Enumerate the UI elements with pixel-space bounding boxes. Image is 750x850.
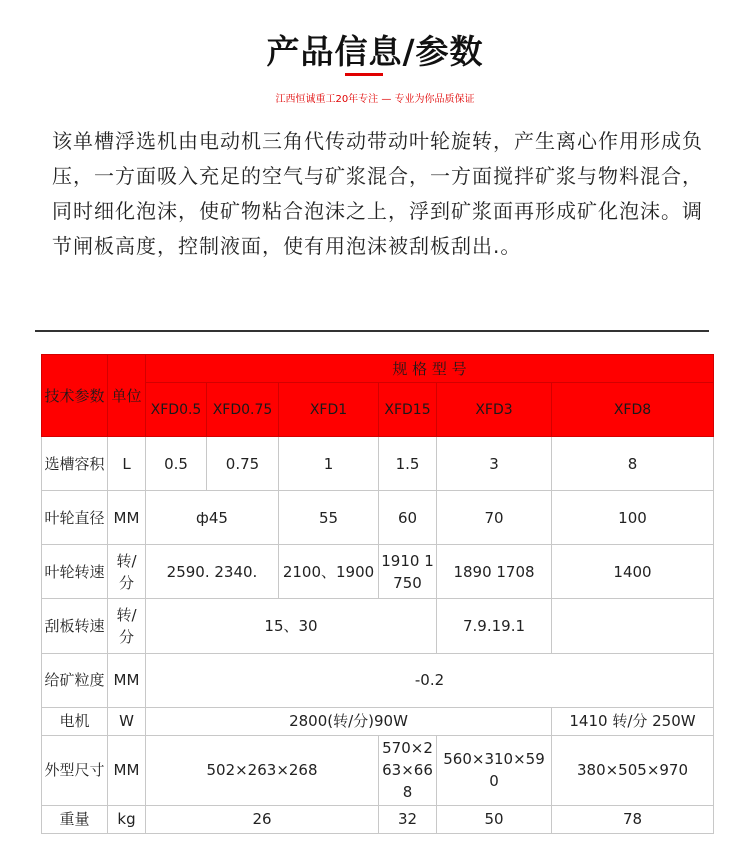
row-unit: kg [108, 805, 146, 833]
value-cell: 1 [279, 437, 379, 491]
value-cell: 100 [552, 491, 714, 545]
unit-header: 单位 [108, 355, 146, 437]
table-row [42, 707, 714, 735]
product-description: 该单槽浮选机由电动机三角代传动带动叶轮旋转，产生离心作用形成负压，一方面吸入充足的空气与矿浆混合，一方面搅拌矿浆与物料混合，同时细化泡沫，使矿物粘合泡沫之上，浮到矿浆面再形成矿化泡沫。调节闸板高度，控制液面，使有用泡沫被刮板刮出.。 [52, 129, 703, 258]
value-cell: 7.9.19.1 [437, 599, 552, 653]
value-cell: 78 [552, 805, 714, 833]
value-cell: 55 [279, 491, 379, 545]
model-cell: XFD8 [552, 383, 714, 437]
row-unit: L [108, 437, 146, 491]
value-cell [552, 599, 714, 653]
value-cell: ф45 [146, 491, 279, 545]
param-header: 技术参数 [42, 355, 108, 437]
table-row [42, 599, 714, 653]
value-cell: 2800(转/分)90W [146, 707, 552, 735]
model-cell: XFD15 [379, 383, 437, 437]
table-row [42, 491, 714, 545]
value-cell: 50 [437, 805, 552, 833]
section-divider [35, 330, 709, 332]
table-row [42, 805, 714, 833]
model-cell: XFD0.5 [146, 383, 207, 437]
value-cell: 2100、1900 [279, 545, 379, 599]
value-cell: 380×505×970 [552, 735, 714, 805]
slogan: 江西恒诚重工20年专注 — 专业为你品质保证 [275, 94, 475, 105]
model-cell: XFD0.75 [207, 383, 279, 437]
row-label: 刮板转速 [42, 599, 108, 653]
row-label: 叶轮转速 [42, 545, 108, 599]
spec-table [41, 354, 714, 834]
value-cell: 32 [379, 805, 437, 833]
row-unit: MM [108, 491, 146, 545]
row-unit: MM [108, 653, 146, 707]
value-cell: 570×263×668 [379, 735, 437, 805]
row-label: 选槽容积 [42, 437, 108, 491]
value-cell: 60 [379, 491, 437, 545]
table-row [42, 735, 714, 805]
row-unit: MM [108, 735, 146, 805]
model-cell: XFD1 [279, 383, 379, 437]
value-cell: 2590. 2340. [146, 545, 279, 599]
value-cell: 560×310×590 [437, 735, 552, 805]
value-cell: 70 [437, 491, 552, 545]
spec-header: 规 格 型 号 [146, 355, 714, 383]
value-cell: 1410 转/分 250W [552, 707, 714, 735]
row-unit: W [108, 707, 146, 735]
value-cell: 0.75 [207, 437, 279, 491]
value-cell: 1.5 [379, 437, 437, 491]
row-label: 外型尺寸 [42, 735, 108, 805]
title-underline [345, 73, 383, 76]
row-label: 叶轮直径 [42, 491, 108, 545]
table-row [42, 437, 714, 491]
table-row [42, 653, 714, 707]
page-title: 产品信息/参数 [266, 32, 484, 71]
value-cell: 15、30 [146, 599, 437, 653]
value-cell: 502×263×268 [146, 735, 379, 805]
value-cell: 3 [437, 437, 552, 491]
row-label: 重量 [42, 805, 108, 833]
row-unit: 转/分 [108, 599, 146, 653]
value-cell: 1910 1750 [379, 545, 437, 599]
value-cell: 8 [552, 437, 714, 491]
row-unit: 转/分 [108, 545, 146, 599]
value-cell: 1890 1708 [437, 545, 552, 599]
row-label: 电机 [42, 707, 108, 735]
value-cell: -0.2 [146, 653, 714, 707]
model-cell: XFD3 [437, 383, 552, 437]
table-row [42, 545, 714, 599]
header-row [42, 355, 714, 383]
value-cell: 0.5 [146, 437, 207, 491]
value-cell: 26 [146, 805, 379, 833]
row-label: 给矿粒度 [42, 653, 108, 707]
value-cell: 1400 [552, 545, 714, 599]
